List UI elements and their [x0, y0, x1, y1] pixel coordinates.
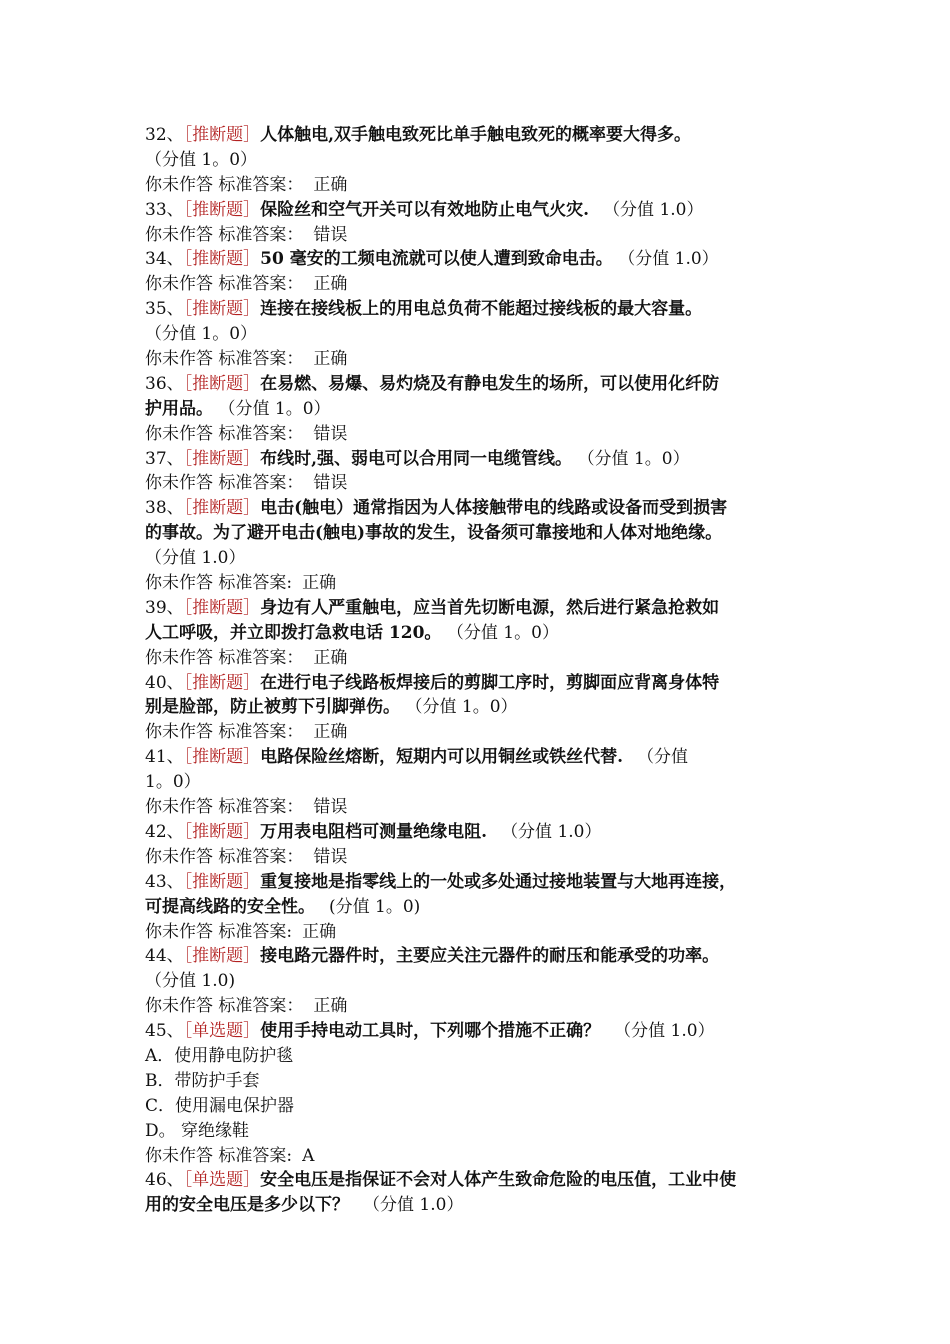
question-number: 41、: [145, 747, 184, 768]
question-stem: 重复接地是指零线上的一处或多处通过接地装置与大地再连接，: [260, 871, 737, 892]
answer-line: [145, 845, 810, 870]
question-number: 44、: [145, 946, 184, 967]
question-header-line: [145, 123, 810, 148]
question-header-line: [145, 596, 810, 621]
question-stem: 布线时,强、弱电可以合用同一电缆管线。: [260, 448, 573, 469]
answer-option: D。 穿绝缘鞋: [145, 1120, 250, 1141]
answer-line: [145, 223, 810, 248]
question-score: （分值 1.0）: [626, 249, 719, 270]
question-stem: 50 毫安的工频电流就可以使人遭到致命电击。: [260, 249, 613, 270]
question-item: [145, 247, 810, 297]
question-type-tag: ［推断题］: [183, 249, 261, 270]
question-stem: 人工呼吸，并立即拨打急救电话 120。: [145, 622, 442, 643]
question-score: （分值 1.0）: [501, 821, 602, 842]
question-score: （分值 1。0）: [414, 697, 518, 718]
question-item: [145, 1168, 810, 1218]
question-stem: 万用表电阻档可测量绝缘电阻.: [260, 821, 488, 842]
answer-line: [145, 646, 810, 671]
answer-line: [145, 347, 810, 372]
answer-label: 你未作答 标准答案:: [145, 921, 293, 942]
question-item: [145, 372, 810, 447]
answer-line: [145, 994, 810, 1019]
answer-label: 你未作答 标准答案:: [145, 1145, 293, 1166]
question-item: [145, 596, 810, 671]
answer-label: 你未作答 标准答案：: [145, 473, 304, 494]
standard-answer: A: [302, 1145, 315, 1166]
question-number: 46、: [145, 1170, 184, 1191]
question-score-line: [145, 322, 810, 347]
question-item: [145, 447, 810, 497]
question-item: [145, 870, 810, 945]
question-stem: 电路保险丝熔断，短期内可以用铜丝或铁丝代替.: [260, 747, 624, 768]
question-score: （分值 1。0）: [586, 448, 690, 469]
question-item: [145, 671, 810, 746]
answer-label: 你未作答 标准答案:: [145, 573, 293, 594]
standard-answer: 正确: [313, 174, 348, 195]
question-stem-continued: [145, 695, 810, 720]
question-score-line: [145, 770, 810, 795]
question-header-line: [145, 745, 810, 770]
question-number: 38、: [145, 498, 184, 519]
question-score-line: [145, 969, 810, 994]
question-header-line: [145, 297, 810, 322]
question-score: （分值 1。0）: [145, 149, 258, 170]
question-number: 34、: [145, 249, 184, 270]
question-item: [145, 745, 810, 820]
question-score-line: [145, 546, 810, 571]
question-score: （分值 1.0）: [614, 1021, 715, 1042]
question-stem: 护用品。: [145, 398, 213, 419]
question-stem: 电击(触电）通常指因为人体接触带电的线路或设备而受到损害: [260, 498, 728, 519]
question-stem: 别是脸部，防止被剪下引脚弹伤。: [145, 697, 400, 718]
standard-answer: 正确: [313, 647, 348, 668]
question-stem-continued: [145, 1193, 810, 1218]
answer-line: [145, 422, 810, 447]
question-type-tag: ［推断题］: [183, 821, 261, 842]
standard-answer: 错误: [313, 224, 348, 245]
question-item: [145, 297, 810, 372]
question-score: （分值: [637, 747, 689, 768]
question-score: （分值 1.0): [145, 971, 236, 992]
question-header-line: [145, 496, 810, 521]
question-number: 36、: [145, 373, 184, 394]
standard-answer: 错误: [313, 846, 348, 867]
answer-line: [145, 1144, 810, 1169]
answer-label: 你未作答 标准答案：: [145, 722, 304, 743]
question-number: 42、: [145, 821, 184, 842]
question-stem: 使用手持电动工具时，下列哪个措施不正确？: [260, 1021, 601, 1042]
question-item: [145, 820, 810, 870]
answer-line: [145, 571, 810, 596]
answer-option: A．使用静电防护毯: [145, 1045, 294, 1066]
standard-answer: 正确: [302, 921, 337, 942]
question-stem: 接电路元器件时，主要应关注元器件的耐压和能承受的功率。: [260, 946, 720, 967]
question-stem-continued: [145, 895, 810, 920]
question-stem: 用的安全电压是多少以下？: [145, 1195, 349, 1216]
question-item: [145, 198, 810, 248]
question-header-line: [145, 1168, 810, 1193]
standard-answer: 错误: [313, 797, 348, 818]
answer-line: [145, 920, 810, 945]
question-stem-continued: [145, 521, 810, 546]
question-score: （分值 1。0）: [227, 398, 331, 419]
question-header-line: [145, 1019, 810, 1044]
question-type-tag: ［推断题］: [183, 299, 261, 320]
question-stem: 保险丝和空气开关可以有效地防止电气火灾.: [260, 199, 590, 220]
answer-label: 你未作答 标准答案：: [145, 274, 304, 295]
question-type-tag: ［推断题］: [183, 498, 261, 519]
question-number: 33、: [145, 199, 184, 220]
question-stem-continued: [145, 397, 810, 422]
question-score: （分值 1。0）: [145, 324, 258, 345]
question-type-tag: ［推断题］: [183, 597, 261, 618]
question-type-tag: ［单选题］: [183, 1170, 261, 1191]
question-stem: 在易燃、易爆、易灼烧及有静电发生的场所，可以使用化纤防: [260, 373, 720, 394]
question-type-tag: ［单选题］: [183, 1021, 261, 1042]
answer-line: [145, 173, 810, 198]
standard-answer: 正确: [313, 274, 348, 295]
question-stem: 安全电压是指保证不会对人体产生致命危险的电压值，工业中使: [260, 1170, 737, 1191]
question-score: （分值 1.0）: [603, 199, 704, 220]
question-score: (分值 1。0): [329, 896, 421, 917]
standard-answer: 正确: [302, 573, 337, 594]
question-header-line: [145, 447, 810, 472]
question-type-tag: ［推断题］: [183, 871, 261, 892]
standard-answer: 正确: [313, 349, 348, 370]
answer-option: B．带防护手套: [145, 1070, 260, 1091]
standard-answer: 错误: [313, 473, 348, 494]
answer-line: [145, 720, 810, 745]
question-score: （分值 1.0）: [145, 548, 246, 569]
question-type-tag: ［推断题］: [183, 448, 261, 469]
answer-label: 你未作答 标准答案：: [145, 846, 304, 867]
question-number: 39、: [145, 597, 184, 618]
question-header-line: [145, 247, 810, 272]
standard-answer: 正确: [313, 996, 348, 1017]
answer-label: 你未作答 标准答案：: [145, 797, 304, 818]
answer-label: 你未作答 标准答案：: [145, 647, 304, 668]
answer-line: [145, 795, 810, 820]
question-header-line: [145, 671, 810, 696]
question-score-line: [145, 148, 810, 173]
question-number: 40、: [145, 672, 184, 693]
question-stem: 连接在接线板上的用电总负荷不能超过接线板的最大容量。: [260, 299, 703, 320]
question-stem-continued: [145, 621, 810, 646]
answer-label: 你未作答 标准答案：: [145, 224, 304, 245]
answer-label: 你未作答 标准答案：: [145, 423, 304, 444]
question-header-line: [145, 198, 810, 223]
question-type-tag: ［推断题］: [183, 672, 261, 693]
answer-option: C．使用漏电保护器: [145, 1095, 295, 1116]
question-header-line: [145, 944, 810, 969]
question-type-tag: ［推断题］: [183, 199, 261, 220]
question-item: [145, 123, 810, 198]
question-item: [145, 496, 810, 596]
question-number: 37、: [145, 448, 184, 469]
question-stem: 在进行电子线路板焊接后的剪脚工序时，剪脚面应背离身体特: [260, 672, 720, 693]
question-list: [145, 123, 810, 1218]
answer-label: 你未作答 标准答案：: [145, 349, 304, 370]
answer-label: 你未作答 标准答案：: [145, 996, 304, 1017]
answer-label: 你未作答 标准答案：: [145, 174, 304, 195]
answer-line: [145, 272, 810, 297]
question-type-tag: ［推断题］: [183, 373, 261, 394]
question-header-line: [145, 372, 810, 397]
question-type-tag: ［推断题］: [183, 747, 261, 768]
question-score: 1。0）: [145, 772, 201, 793]
question-stem: 人体触电,双手触电致死比单手触电致死的概率要大得多。: [260, 125, 692, 145]
question-score: （分值 1.0）: [363, 1195, 464, 1216]
question-number: 32、: [145, 125, 184, 145]
question-stem: 身边有人严重触电，应当首先切断电源，然后进行紧急抢救如: [260, 597, 720, 618]
question-number: 35、: [145, 299, 184, 320]
question-score: （分值 1。0）: [455, 622, 559, 643]
question-type-tag: ［推断题］: [183, 125, 261, 145]
question-header-line: [145, 820, 810, 845]
question-item: [145, 1019, 810, 1168]
question-number: 43、: [145, 871, 184, 892]
answer-line: [145, 471, 810, 496]
question-stem: 的事故。为了避开电击(触电)事故的发生，设备须可靠接地和人体对地绝缘。: [145, 523, 723, 544]
standard-answer: 错误: [313, 423, 348, 444]
standard-answer: 正确: [313, 722, 348, 743]
question-type-tag: ［推断题］: [183, 946, 261, 967]
question-item: [145, 944, 810, 1019]
question-number: 45、: [145, 1021, 184, 1042]
question-stem: 可提高线路的安全性。: [145, 896, 315, 917]
question-header-line: [145, 870, 810, 895]
